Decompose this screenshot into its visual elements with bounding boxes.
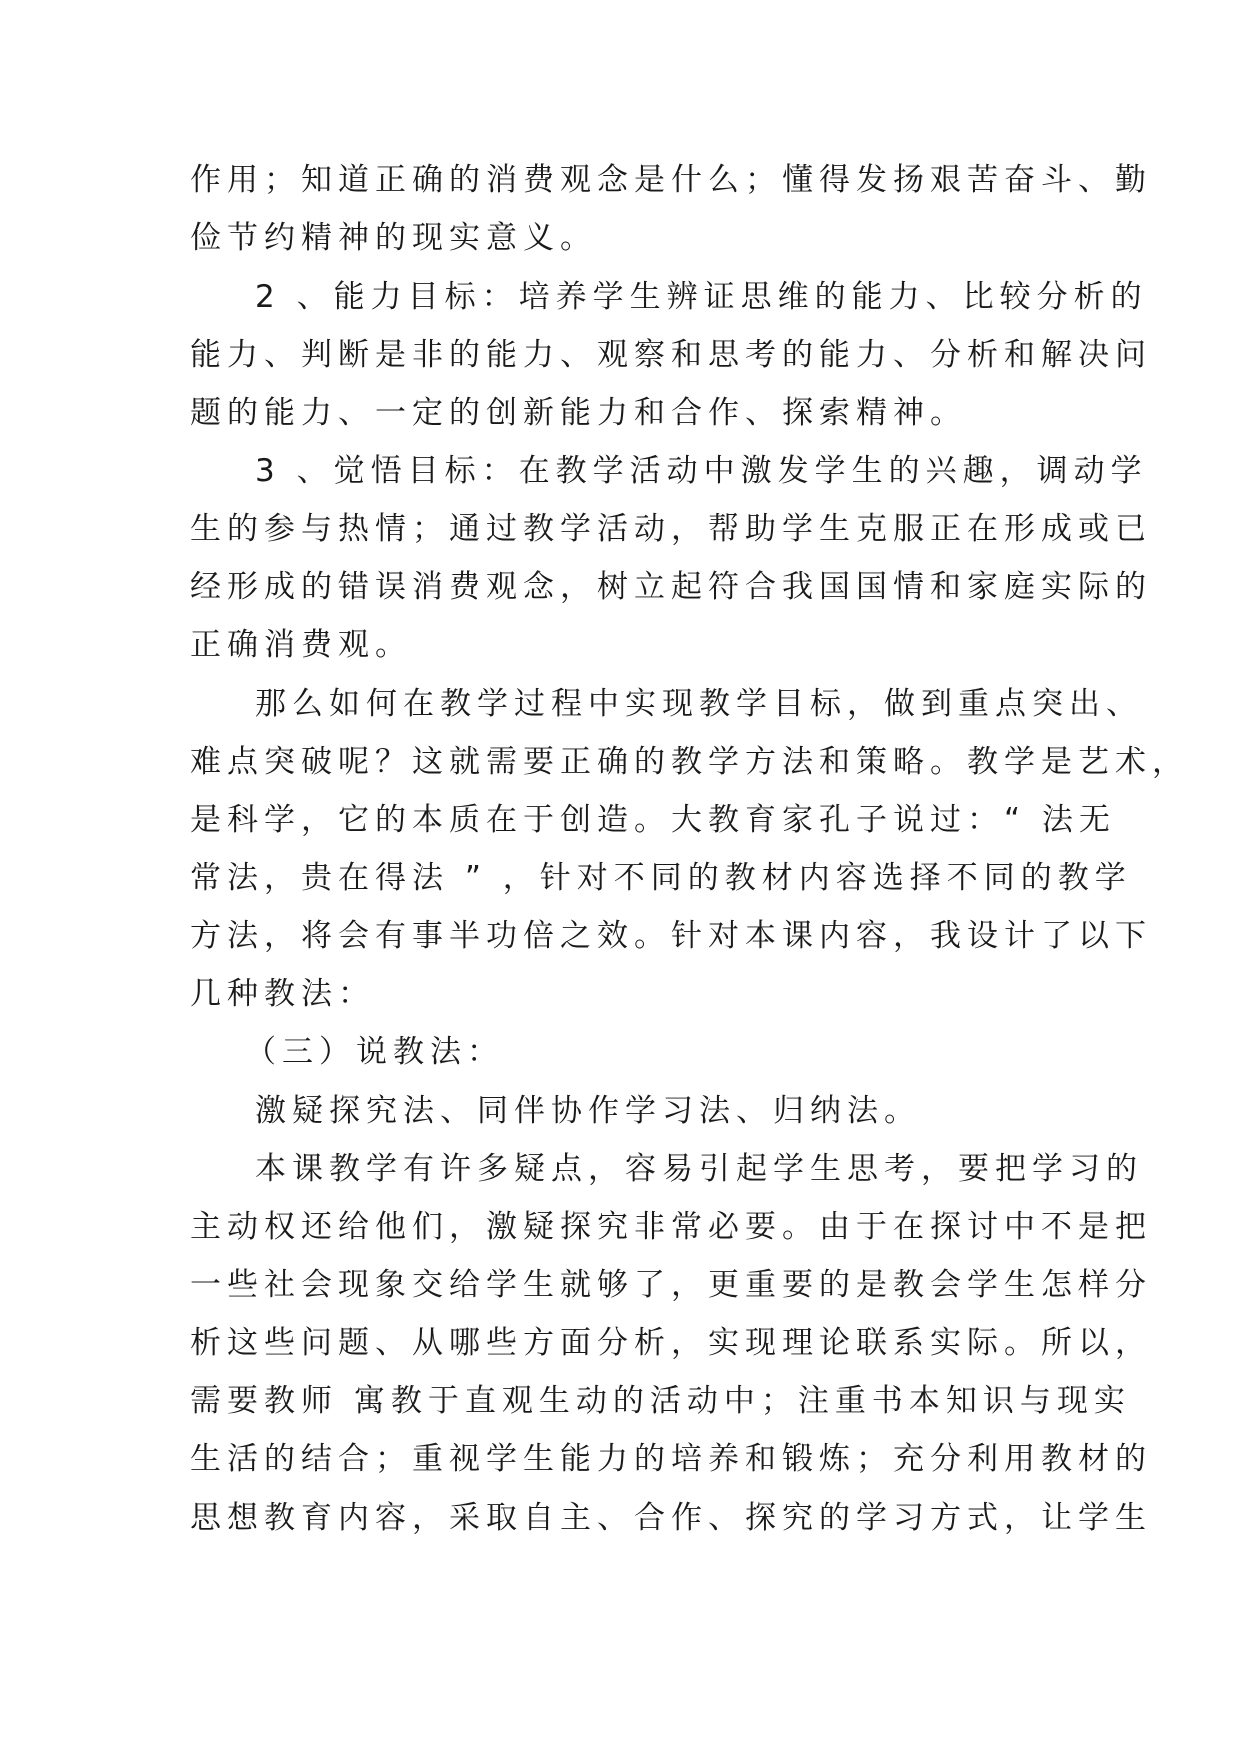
text-line: 3 、觉悟目标：在教学活动中激发学生的兴趣，调动学 xyxy=(255,453,1148,489)
text-line: 难点突破呢？这就需要正确的教学方法和策略。教学是艺术， xyxy=(190,744,1189,780)
text-line: 常法，贵在得法 ” ，针对不同的教材内容选择不同的教学 xyxy=(190,860,1132,896)
text-line: 俭节约精神的现实意义。 xyxy=(190,220,597,256)
text-line: 能力、判断是非的能力、观察和思考的能力、分析和解决问 xyxy=(190,337,1152,373)
text-line: 经形成的错误消费观念，树立起符合我国国情和家庭实际的 xyxy=(190,569,1152,605)
text-line: 激疑探究法、同伴协作学习法、归纳法。 xyxy=(255,1093,921,1129)
text-line: 生的参与热情；通过教学活动，帮助学生克服正在形成或已 xyxy=(190,511,1152,547)
text-line: 几种教法： xyxy=(190,976,375,1012)
text-line: 生活的结合；重视学生能力的培养和锻炼；充分利用教材的 xyxy=(190,1441,1152,1477)
text-line: 题的能力、一定的创新能力和合作、探索精神。 xyxy=(190,395,967,431)
text-line: 2 、能力目标：培养学生辨证思维的能力、比较分析的 xyxy=(255,279,1148,315)
text-line: 作用；知道正确的消费观念是什么；懂得发扬艰苦奋斗、勤 xyxy=(190,162,1152,198)
text-line: 思想教育内容，采取自主、合作、探究的学习方式，让学生 xyxy=(190,1500,1152,1536)
text-line: 一些社会现象交给学生就够了，更重要的是教会学生怎样分 xyxy=(190,1267,1152,1303)
text-line: 正确消费观。 xyxy=(190,627,412,663)
text-line: 那么如何在教学过程中实现教学目标，做到重点突出、 xyxy=(255,686,1143,722)
text-line: 析这些问题、从哪些方面分析，实现理论联系实际。所以， xyxy=(190,1325,1152,1361)
text-line: 本课教学有许多疑点，容易引起学生思考，要把学习的 xyxy=(255,1151,1143,1187)
text-line: 主动权还给他们，激疑探究非常必要。由于在探讨中不是把 xyxy=(190,1209,1152,1245)
text-line: 需要教师 寓教于直观生动的活动中；注重书本知识与现实 xyxy=(190,1383,1131,1419)
text-line: 方法，将会有事半功倍之效。针对本课内容，我设计了以下 xyxy=(190,918,1152,954)
text-line: 是科学，它的本质在于创造。大教育家孔子说过：“ 法无 xyxy=(190,802,1116,838)
section-heading: （三）说教法： xyxy=(245,1034,504,1070)
